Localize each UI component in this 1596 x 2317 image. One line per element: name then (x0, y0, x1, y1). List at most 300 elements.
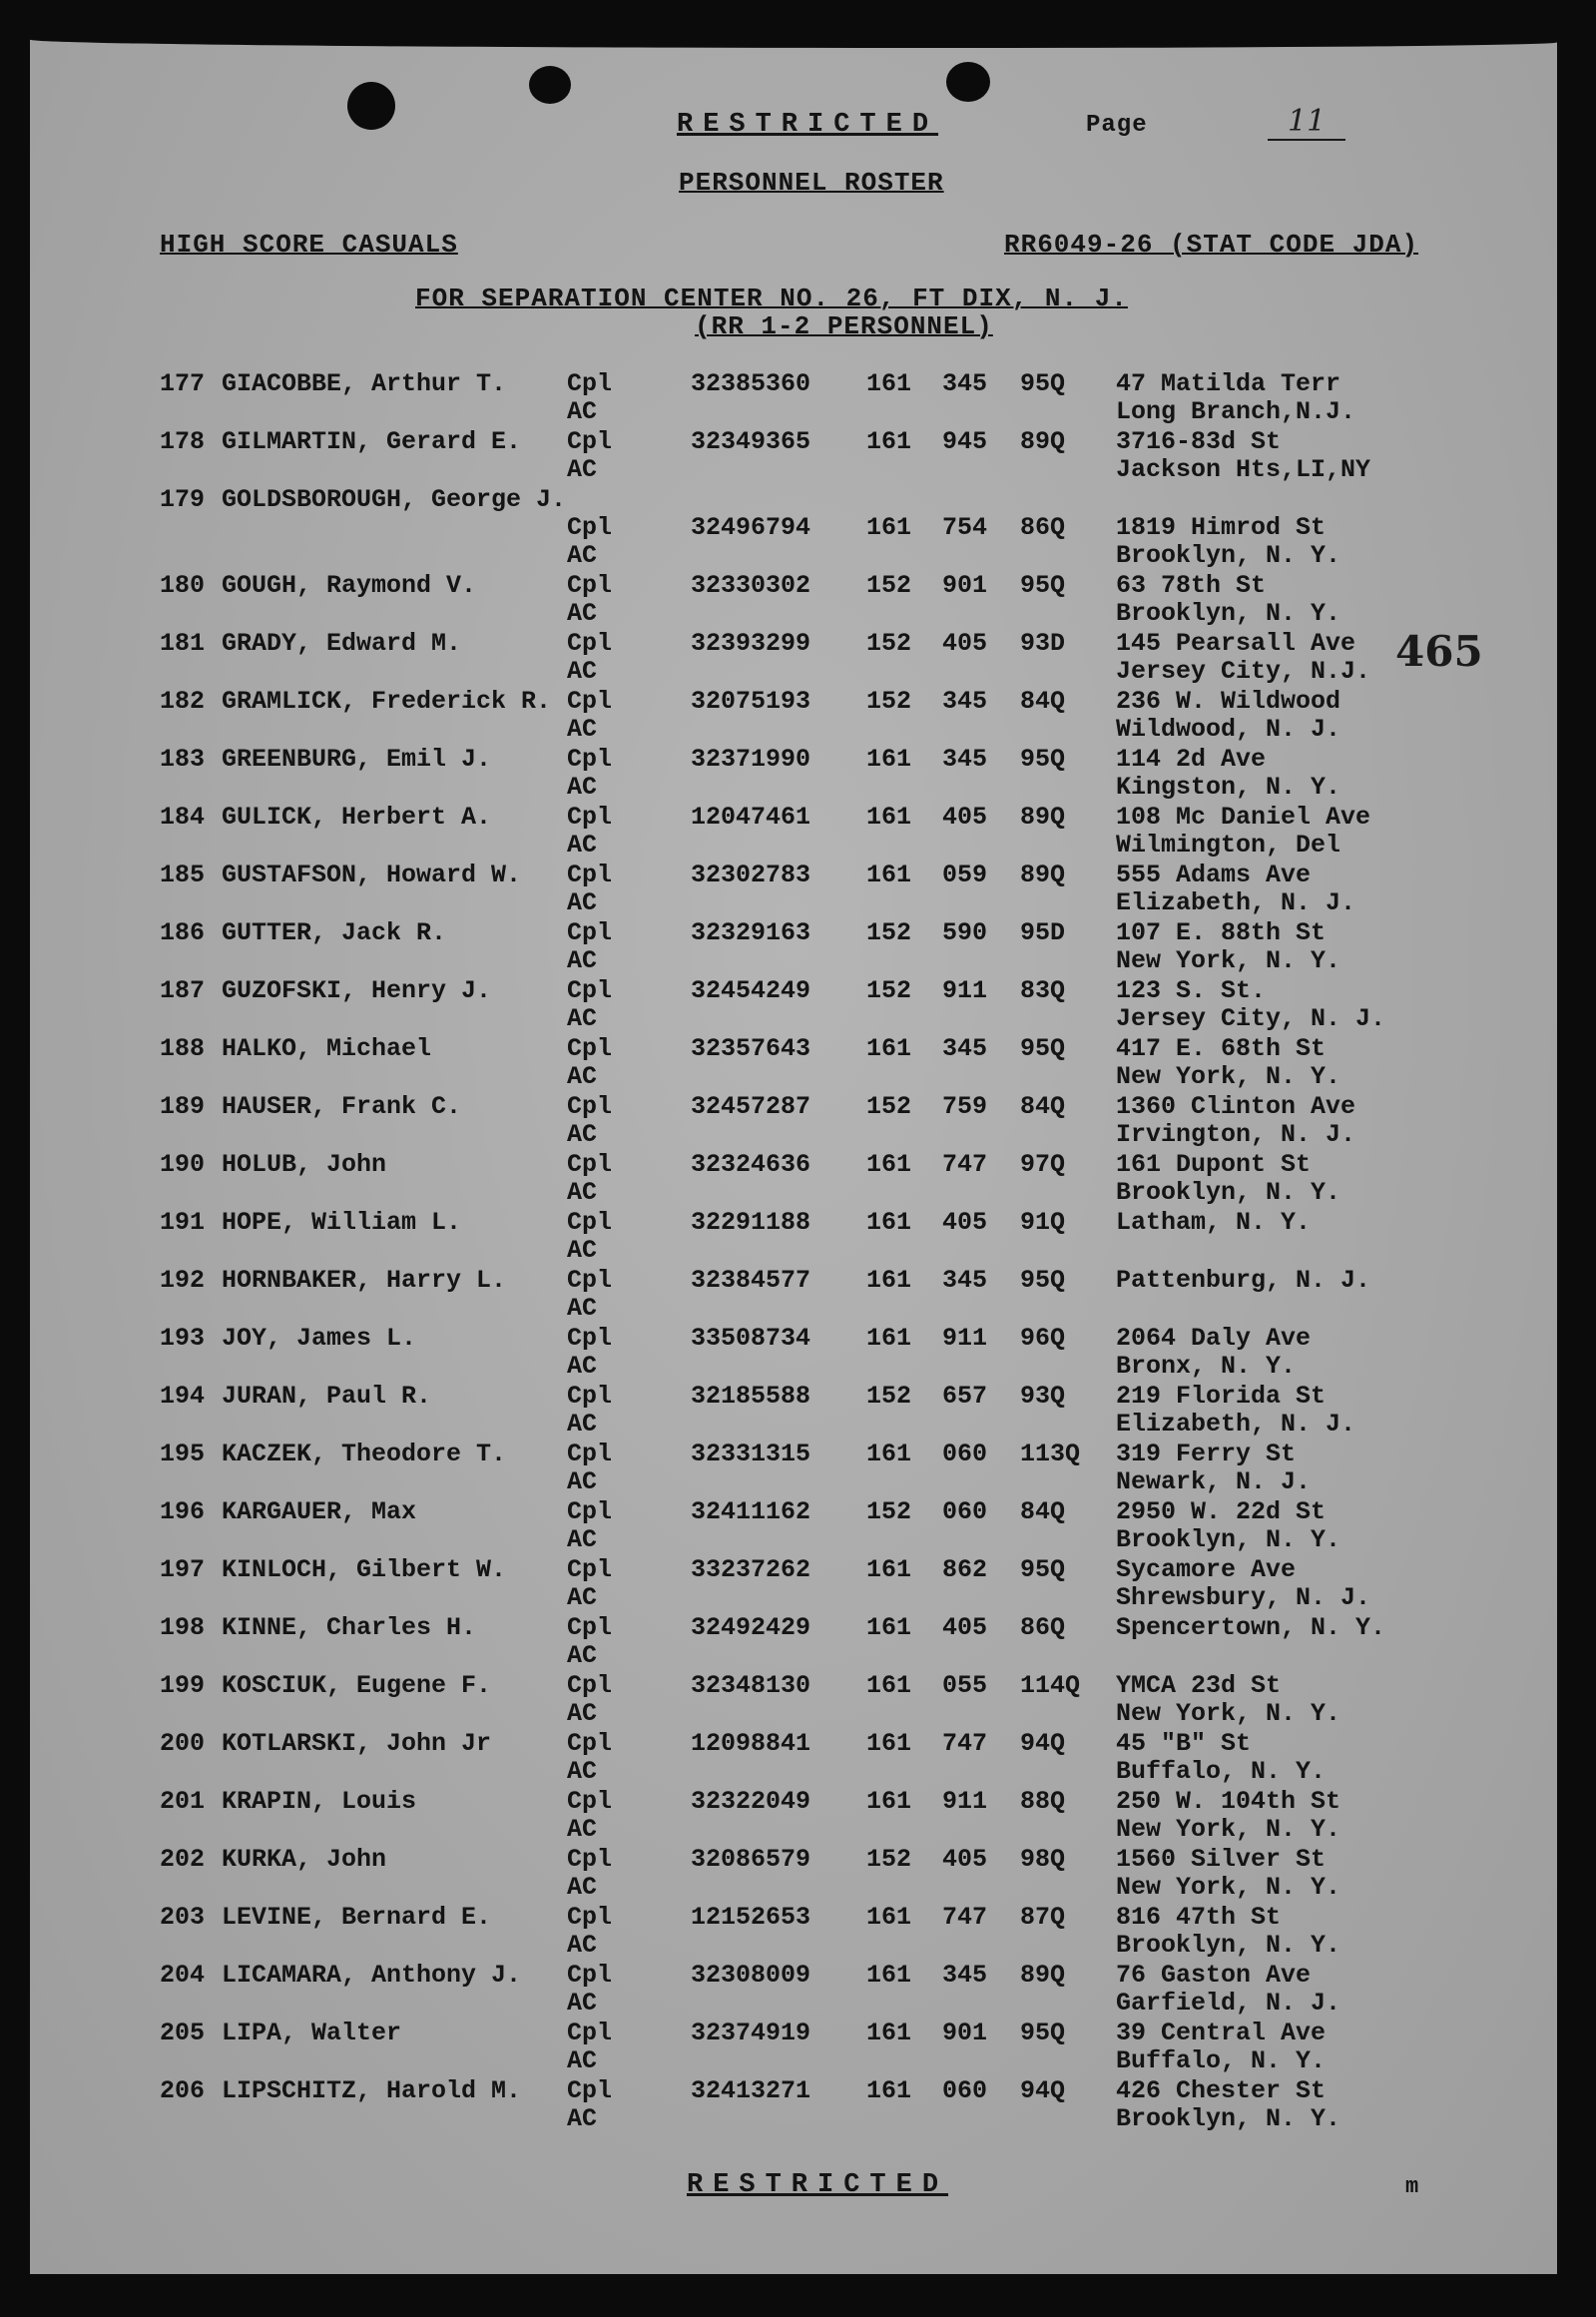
serial-number: 32371990 (691, 745, 811, 774)
code-3: 95Q (1020, 369, 1066, 398)
code-1: 161 (866, 1787, 912, 1816)
row-number: 179 (160, 485, 206, 514)
code-2: 405 (942, 1613, 988, 1642)
code-1: 152 (866, 1497, 912, 1526)
rank: Cpl (567, 2076, 613, 2105)
branch: AC (567, 831, 598, 860)
code-3: 91Q (1020, 1208, 1066, 1237)
code-3: 95Q (1020, 571, 1066, 600)
row-number: 202 (160, 1845, 206, 1874)
code-2: 405 (942, 1208, 988, 1237)
code-3: 86Q (1020, 1613, 1066, 1642)
code-3: 98Q (1020, 1845, 1066, 1874)
row-number: 196 (160, 1497, 206, 1526)
serial-number: 32185588 (691, 1382, 811, 1411)
address-line-1: Spencertown, N. Y. (1116, 1613, 1386, 1642)
person-name: GULICK, Herbert A. (222, 803, 492, 832)
row-number: 189 (160, 1092, 206, 1121)
code-2: 911 (942, 1324, 988, 1353)
address-line-2: Elizabeth, N. J. (1116, 1410, 1356, 1439)
branch: AC (567, 773, 598, 802)
person-name: HOLUB, John (222, 1150, 387, 1179)
code-1: 161 (866, 1208, 912, 1237)
branch: AC (567, 1294, 598, 1323)
address-line-1: 108 Mc Daniel Ave (1116, 803, 1371, 832)
branch: AC (567, 946, 598, 975)
address-line-1: 816 47th St (1116, 1903, 1282, 1932)
sub-destination-line: (RR 1-2 PERSONNEL) (695, 311, 993, 341)
rank: Cpl (567, 918, 613, 947)
person-name: GUSTAFSON, Howard W. (222, 861, 522, 889)
address-line-2: Elizabeth, N. J. (1116, 888, 1356, 917)
branch: AC (567, 657, 598, 686)
table-row (30, 369, 1557, 427)
serial-number: 32348130 (691, 1671, 811, 1700)
code-3: 93D (1020, 629, 1066, 658)
address-line-1: 417 E. 68th St (1116, 1034, 1327, 1063)
corner-mark: m (1405, 2174, 1419, 2199)
branch: AC (567, 541, 598, 570)
header-restricted: RESTRICTED (677, 110, 939, 140)
address-line-1: 219 Florida St (1116, 1382, 1327, 1411)
address-line-1: 47 Matilda Terr (1116, 369, 1341, 398)
code-1: 161 (866, 1324, 912, 1353)
punch-hole-left (347, 82, 395, 130)
person-name: GRAMLICK, Frederick R. (222, 687, 552, 716)
person-name: KINNE, Charles H. (222, 1613, 477, 1642)
person-name: GOUGH, Raymond V. (222, 571, 477, 600)
row-number: 184 (160, 803, 206, 832)
code-3: 114Q (1020, 1671, 1081, 1700)
row-number: 190 (160, 1150, 206, 1179)
branch: AC (567, 1410, 598, 1439)
serial-number: 32322049 (691, 1787, 811, 1816)
serial-number: 32329163 (691, 918, 811, 947)
rank: Cpl (567, 1845, 613, 1874)
table-row (30, 976, 1557, 1034)
address-line-1: 1560 Silver St (1116, 1845, 1327, 1874)
address-line-1: 45 "B" St (1116, 1729, 1252, 1758)
branch: AC (567, 1236, 598, 1265)
address-line-2: Brooklyn, N. Y. (1116, 1931, 1341, 1960)
address-line-1: 161 Dupont St (1116, 1150, 1312, 1179)
row-number: 178 (160, 427, 206, 456)
code-2: 945 (942, 427, 988, 456)
rank: Cpl (567, 1150, 613, 1179)
code-1: 161 (866, 2076, 912, 2105)
table-row (30, 1208, 1557, 1266)
branch: AC (567, 2046, 598, 2075)
person-name: HAUSER, Frank C. (222, 1092, 462, 1121)
table-row (30, 1382, 1557, 1440)
person-name: KINLOCH, Gilbert W. (222, 1555, 507, 1584)
person-name: GIACOBBE, Arthur T. (222, 369, 507, 398)
address-line-2: New York, N. Y. (1116, 1873, 1341, 1902)
address-line-2: Brooklyn, N. Y. (1116, 1178, 1341, 1207)
table-row (30, 1440, 1557, 1497)
code-1: 152 (866, 1845, 912, 1874)
code-1: 152 (866, 687, 912, 716)
code-2: 911 (942, 976, 988, 1005)
address-line-1: 319 Ferry St (1116, 1440, 1297, 1468)
person-name: KOSCIUK, Eugene F. (222, 1671, 492, 1700)
serial-number: 32075193 (691, 687, 811, 716)
rank: Cpl (567, 745, 613, 774)
branch: AC (567, 715, 598, 744)
person-name: GILMARTIN, Gerard E. (222, 427, 522, 456)
code-3: 83Q (1020, 976, 1066, 1005)
address-line-1: 236 W. Wildwood (1116, 687, 1341, 716)
serial-number: 32086579 (691, 1845, 811, 1874)
address-line-1: 2064 Daly Ave (1116, 1324, 1312, 1353)
row-number: 201 (160, 1787, 206, 1816)
serial-number: 32374919 (691, 2019, 811, 2047)
person-name: KACZEK, Theodore T. (222, 1440, 507, 1468)
code-1: 161 (866, 1671, 912, 1700)
code-2: 345 (942, 1961, 988, 1990)
table-row (30, 629, 1557, 687)
address-line-1: 145 Pearsall Ave (1116, 629, 1356, 658)
address-line-2: Long Branch,N.J. (1116, 397, 1356, 426)
row-number: 181 (160, 629, 206, 658)
address-line-1: 1360 Clinton Ave (1116, 1092, 1356, 1121)
address-line-2: Brooklyn, N. Y. (1116, 599, 1341, 628)
address-line-2: New York, N. Y. (1116, 1815, 1341, 1844)
page-number: 11 (1268, 104, 1345, 141)
address-line-2: Newark, N. J. (1116, 1467, 1312, 1496)
row-number: 185 (160, 861, 206, 889)
code-1: 152 (866, 918, 912, 947)
code-2: 759 (942, 1092, 988, 1121)
table-row (30, 1555, 1557, 1613)
code-3: 95Q (1020, 1266, 1066, 1295)
address-line-2: Brooklyn, N. Y. (1116, 1525, 1341, 1554)
code-1: 152 (866, 976, 912, 1005)
code-2: 345 (942, 1266, 988, 1295)
branch: AC (567, 1062, 598, 1091)
person-name: KOTLARSKI, John Jr (222, 1729, 492, 1758)
serial-number: 32385360 (691, 369, 811, 398)
address-line-1: 76 Gaston Ave (1116, 1961, 1312, 1990)
rank: Cpl (567, 1034, 613, 1063)
rank: Cpl (567, 369, 613, 398)
person-name: LEVINE, Bernard E. (222, 1903, 492, 1932)
serial-number: 32393299 (691, 629, 811, 658)
address-line-2: Brooklyn, N. Y. (1116, 541, 1341, 570)
table-row (30, 571, 1557, 629)
rank: Cpl (567, 976, 613, 1005)
person-name: LIPA, Walter (222, 2019, 402, 2047)
rank: Cpl (567, 1729, 613, 1758)
rank: Cpl (567, 687, 613, 716)
code-2: 345 (942, 1034, 988, 1063)
code-3: 89Q (1020, 861, 1066, 889)
code-3: 94Q (1020, 1729, 1066, 1758)
rank: Cpl (567, 1440, 613, 1468)
code-3: 97Q (1020, 1150, 1066, 1179)
code-3: 96Q (1020, 1324, 1066, 1353)
code-3: 94Q (1020, 2076, 1066, 2105)
destination-line: FOR SEPARATION CENTER NO. 26, FT DIX, N. J. (415, 284, 1128, 313)
branch: AC (567, 599, 598, 628)
code-1: 152 (866, 571, 912, 600)
person-name: GRADY, Edward M. (222, 629, 462, 658)
row-number: 180 (160, 571, 206, 600)
code-1: 161 (866, 369, 912, 398)
code-2: 055 (942, 1671, 988, 1700)
rank: Cpl (567, 1961, 613, 1990)
serial-number: 32411162 (691, 1497, 811, 1526)
row-number: 204 (160, 1961, 206, 1990)
row-number: 177 (160, 369, 206, 398)
rank: Cpl (567, 1903, 613, 1932)
address-line-2: Shrewsbury, N. J. (1116, 1583, 1371, 1612)
row-number: 186 (160, 918, 206, 947)
row-number: 198 (160, 1613, 206, 1642)
address-line-2: Garfield, N. J. (1116, 1989, 1341, 2018)
roster-code: RR6049-26 (STAT CODE JDA) (1004, 230, 1419, 260)
code-2: 345 (942, 369, 988, 398)
serial-number: 32454249 (691, 976, 811, 1005)
address-line-2: New York, N. Y. (1116, 1062, 1341, 1091)
address-line-1: 63 78th St (1116, 571, 1267, 600)
person-name: GUTTER, Jack R. (222, 918, 447, 947)
address-line-1: 426 Chester St (1116, 2076, 1327, 2105)
row-number: 205 (160, 2019, 206, 2047)
table-row (30, 1961, 1557, 2019)
serial-number: 32384577 (691, 1266, 811, 1295)
branch: AC (567, 1931, 598, 1960)
table-row (30, 1671, 1557, 1729)
code-2: 747 (942, 1729, 988, 1758)
table-row (30, 427, 1557, 485)
address-line-1: 123 S. St. (1116, 976, 1267, 1005)
code-1: 161 (866, 1150, 912, 1179)
code-2: 901 (942, 2019, 988, 2047)
code-1: 161 (866, 513, 912, 542)
code-2: 405 (942, 1845, 988, 1874)
table-row (30, 1613, 1557, 1671)
table-row (30, 918, 1557, 976)
rank: Cpl (567, 803, 613, 832)
person-name: HOPE, William L. (222, 1208, 462, 1237)
branch: AC (567, 1120, 598, 1149)
address-line-1: 39 Central Ave (1116, 2019, 1327, 2047)
rank: Cpl (567, 571, 613, 600)
row-number: 183 (160, 745, 206, 774)
code-1: 152 (866, 1092, 912, 1121)
branch: AC (567, 1583, 598, 1612)
code-2: 754 (942, 513, 988, 542)
code-2: 657 (942, 1382, 988, 1411)
address-line-1: 1819 Himrod St (1116, 513, 1327, 542)
code-3: 84Q (1020, 1497, 1066, 1526)
row-number: 187 (160, 976, 206, 1005)
roster-title: PERSONNEL ROSTER (679, 168, 944, 198)
code-3: 86Q (1020, 513, 1066, 542)
code-3: 95Q (1020, 745, 1066, 774)
row-number: 194 (160, 1382, 206, 1411)
rank: Cpl (567, 1613, 613, 1642)
table-row (30, 2019, 1557, 2076)
code-1: 161 (866, 1034, 912, 1063)
code-2: 862 (942, 1555, 988, 1584)
rank: Cpl (567, 2019, 613, 2047)
address-line-2: Buffalo, N. Y. (1116, 1757, 1327, 1786)
code-1: 161 (866, 1613, 912, 1642)
person-name: HORNBAKER, Harry L. (222, 1266, 507, 1295)
address-line-1: 555 Adams Ave (1116, 861, 1312, 889)
serial-number: 32496794 (691, 513, 811, 542)
rank: Cpl (567, 1266, 613, 1295)
row-number: 191 (160, 1208, 206, 1237)
code-3: 95Q (1020, 2019, 1066, 2047)
code-2: 345 (942, 745, 988, 774)
code-2: 911 (942, 1787, 988, 1816)
branch: AC (567, 455, 598, 484)
person-name: GUZOFSKI, Henry J. (222, 976, 492, 1005)
code-3: 95D (1020, 918, 1066, 947)
code-1: 161 (866, 861, 912, 889)
serial-number: 32330302 (691, 571, 811, 600)
address-line-2: Irvington, N. J. (1116, 1120, 1356, 1149)
code-3: 89Q (1020, 427, 1066, 456)
address-line-2: Buffalo, N. Y. (1116, 2046, 1327, 2075)
rank: Cpl (567, 1324, 613, 1353)
table-row (30, 1150, 1557, 1208)
branch: AC (567, 1352, 598, 1381)
code-2: 060 (942, 1497, 988, 1526)
document-sheet (30, 38, 1557, 2274)
code-1: 161 (866, 2019, 912, 2047)
branch: AC (567, 397, 598, 426)
code-2: 405 (942, 629, 988, 658)
person-name: KARGAUER, Max (222, 1497, 417, 1526)
code-1: 152 (866, 629, 912, 658)
row-number: 199 (160, 1671, 206, 1700)
serial-number: 32308009 (691, 1961, 811, 1990)
code-1: 161 (866, 427, 912, 456)
table-row (30, 1034, 1557, 1092)
table-row (30, 687, 1557, 745)
code-2: 901 (942, 571, 988, 600)
code-2: 060 (942, 2076, 988, 2105)
rank: Cpl (567, 427, 613, 456)
branch: AC (567, 1467, 598, 1496)
person-name: JURAN, Paul R. (222, 1382, 432, 1411)
table-row (30, 1266, 1557, 1324)
row-number: 197 (160, 1555, 206, 1584)
person-name: GOLDSBOROUGH, George J. (222, 485, 567, 514)
code-3: 88Q (1020, 1787, 1066, 1816)
serial-number: 32324636 (691, 1150, 811, 1179)
branch: AC (567, 888, 598, 917)
code-3: 87Q (1020, 1903, 1066, 1932)
serial-number: 33237262 (691, 1555, 811, 1584)
address-line-2: Wildwood, N. J. (1116, 715, 1341, 744)
table-row (30, 1903, 1557, 1961)
code-3: 84Q (1020, 687, 1066, 716)
branch: AC (567, 1699, 598, 1728)
code-3: 84Q (1020, 1092, 1066, 1121)
table-row (30, 1729, 1557, 1787)
address-line-2: Bronx, N. Y. (1116, 1352, 1297, 1381)
page-stamp-number: 465 (1395, 627, 1483, 676)
page-label: Page (1086, 112, 1148, 139)
address-line-1: Sycamore Ave (1116, 1555, 1297, 1584)
rank: Cpl (567, 629, 613, 658)
serial-number: 32357643 (691, 1034, 811, 1063)
person-name: LICAMARA, Anthony J. (222, 1961, 522, 1990)
torn-edge-top (30, 34, 1557, 48)
address-line-1: YMCA 23d St (1116, 1671, 1282, 1700)
branch: AC (567, 1525, 598, 1554)
row-number: 200 (160, 1729, 206, 1758)
code-1: 161 (866, 745, 912, 774)
group-title: HIGH SCORE CASUALS (160, 230, 458, 260)
address-line-1: 107 E. 88th St (1116, 918, 1327, 947)
table-row (30, 1787, 1557, 1845)
person-name: LIPSCHITZ, Harold M. (222, 2076, 522, 2105)
row-number: 192 (160, 1266, 206, 1295)
serial-number: 32413271 (691, 2076, 811, 2105)
code-3: 93Q (1020, 1382, 1066, 1411)
table-row (30, 1092, 1557, 1150)
row-number: 182 (160, 687, 206, 716)
footer-restricted: RESTRICTED (687, 2170, 949, 2200)
rank: Cpl (567, 1382, 613, 1411)
serial-number: 32492429 (691, 1613, 811, 1642)
table-row (30, 1497, 1557, 1555)
code-3: 95Q (1020, 1034, 1066, 1063)
code-3: 95Q (1020, 1555, 1066, 1584)
serial-number: 32331315 (691, 1440, 811, 1468)
code-2: 405 (942, 803, 988, 832)
table-row (30, 1845, 1557, 1903)
table-row (30, 485, 1557, 570)
rank: Cpl (567, 1092, 613, 1121)
person-name: KRAPIN, Louis (222, 1787, 417, 1816)
address-line-1: 114 2d Ave (1116, 745, 1267, 774)
rank: Cpl (567, 1787, 613, 1816)
serial-number: 32349365 (691, 427, 811, 456)
code-2: 747 (942, 1903, 988, 1932)
row-number: 206 (160, 2076, 206, 2105)
person-name: KURKA, John (222, 1845, 387, 1874)
table-row (30, 803, 1557, 861)
branch: AC (567, 1641, 598, 1670)
punch-hole-center (529, 66, 571, 104)
table-row (30, 1324, 1557, 1382)
address-line-2: New York, N. Y. (1116, 946, 1341, 975)
serial-number: 32457287 (691, 1092, 811, 1121)
address-line-1: Pattenburg, N. J. (1116, 1266, 1371, 1295)
rank: Cpl (567, 1555, 613, 1584)
row-number: 195 (160, 1440, 206, 1468)
address-line-2: Brooklyn, N. Y. (1116, 2104, 1341, 2133)
branch: AC (567, 1873, 598, 1902)
serial-number: 33508734 (691, 1324, 811, 1353)
serial-number: 32291188 (691, 1208, 811, 1237)
code-2: 345 (942, 687, 988, 716)
address-line-2: Jersey City, N. J. (1116, 1004, 1386, 1033)
serial-number: 12098841 (691, 1729, 811, 1758)
punch-hole-right (946, 62, 990, 102)
code-2: 060 (942, 1440, 988, 1468)
address-line-2: Jersey City, N.J. (1116, 657, 1371, 686)
code-1: 161 (866, 1729, 912, 1758)
serial-number: 12152653 (691, 1903, 811, 1932)
